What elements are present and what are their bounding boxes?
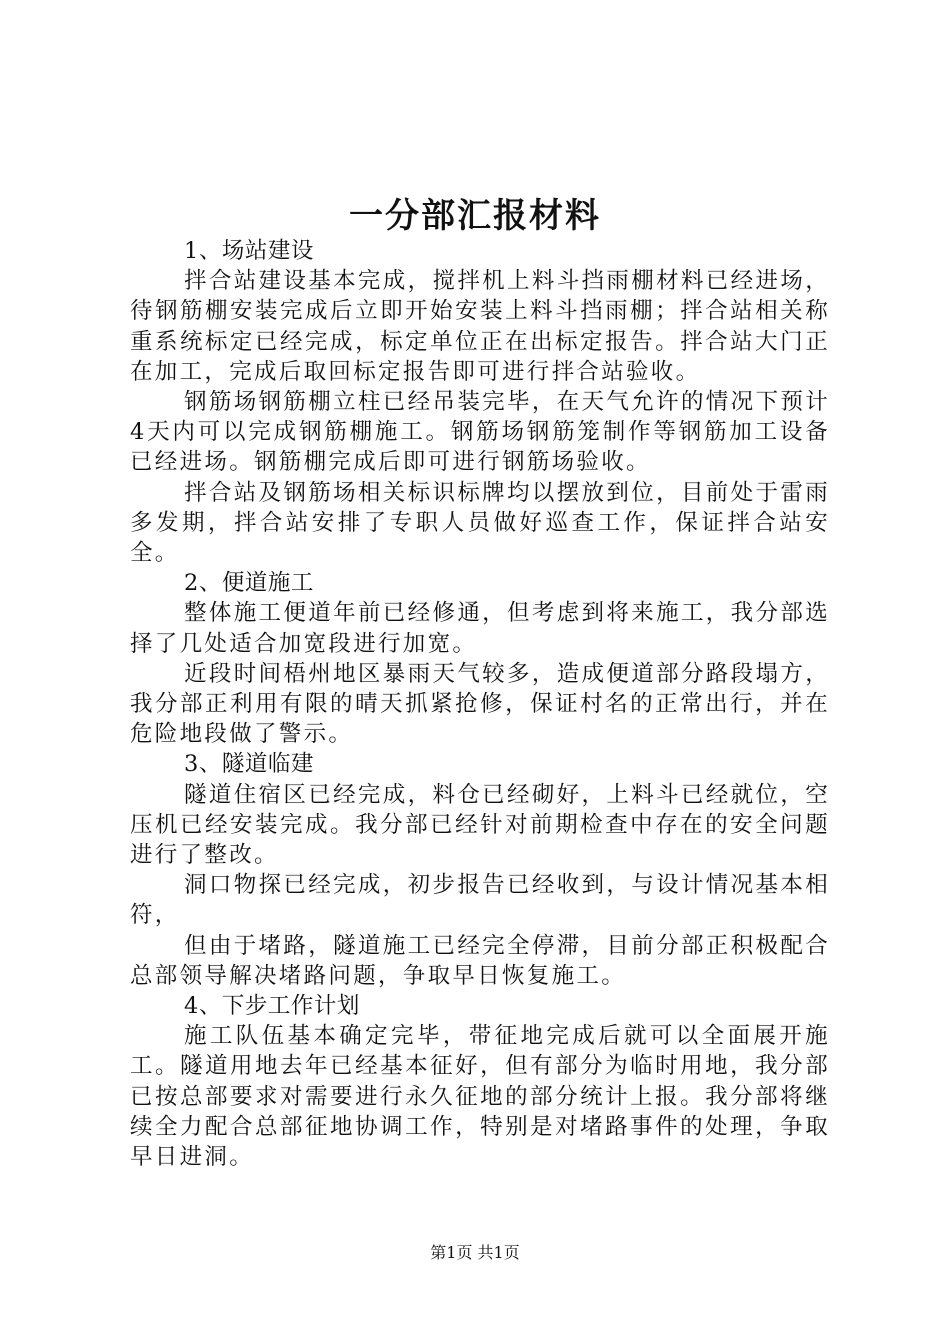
paragraph: 但由于堵路，隧道施工已经完全停滞，目前分部正积极配合总部领导解决堵路问题，争取早日恢复施工。 — [130, 932, 830, 989]
paragraph: 隧道住宿区已经完成，料仓已经砌好，上料斗已经就位，空压机已经安装完成。我分部已经针对前期检查中存在的安全问题进行了整改。 — [130, 781, 830, 869]
paragraph: 拌合站及钢筋场相关标识标牌均以摆放到位，目前处于雷雨多发期，拌合站安排了专职人员做好巡查工作，保证拌合站安全。 — [130, 479, 830, 567]
page-footer: 第1页 共1页 — [430, 1243, 520, 1262]
paragraph: 近段时间梧州地区暴雨天气较多，造成便道部分路段塌方，我分部正利用有限的晴天抓紧抢修，保证村名的正常出行，并在危险地段做了警示。 — [130, 660, 830, 748]
paragraph: 整体施工便道年前已经修通，但考虑到将来施工，我分部选择了几处适合加宽段进行加宽。 — [130, 600, 830, 657]
section-heading: 3、隧道临建 — [184, 751, 314, 778]
paragraph: 拌合站建设基本完成，搅拌机上料斗挡雨棚材料已经进场，待钢筋棚安装完成后立即开始安装上料斗挡雨棚；拌合站相关称重系统标定已经完成，标定单位正在出标定报告。拌合站大门正在加工，完成后取回标定报告即可进行拌合站验收。 — [130, 268, 830, 385]
section-heading: 1、场站建设 — [184, 238, 314, 264]
document-body — [130, 236, 830, 1172]
section-heading: 4、下步工作计划 — [184, 993, 360, 1020]
section-heading: 2、便道施工 — [184, 570, 314, 597]
paragraph: 钢筋场钢筋棚立柱已经吊装完毕，在天气允许的情况下预计4天内可以完成钢筋棚施工。钢筋场钢筋笼制作等钢筋加工设备已经进场。钢筋棚完成后即可进行钢筋场验收。 — [130, 389, 830, 476]
paragraph: 洞口物探已经完成，初步报告已经收到，与设计情况基本相符， — [130, 872, 830, 929]
paragraph: 施工队伍基本确定完毕，带征地完成后就可以全面展开施工。隧道用地去年已经基本征好，但有部分为临时用地，我分部已按总部要求对需要进行永久征地的部分统计上报。我分部将继续全力配合总部征地协调工作，特别是对堵路事件的处理，争取早日进洞。 — [130, 1023, 830, 1171]
document-title: 一分部汇报材料 — [349, 196, 601, 236]
